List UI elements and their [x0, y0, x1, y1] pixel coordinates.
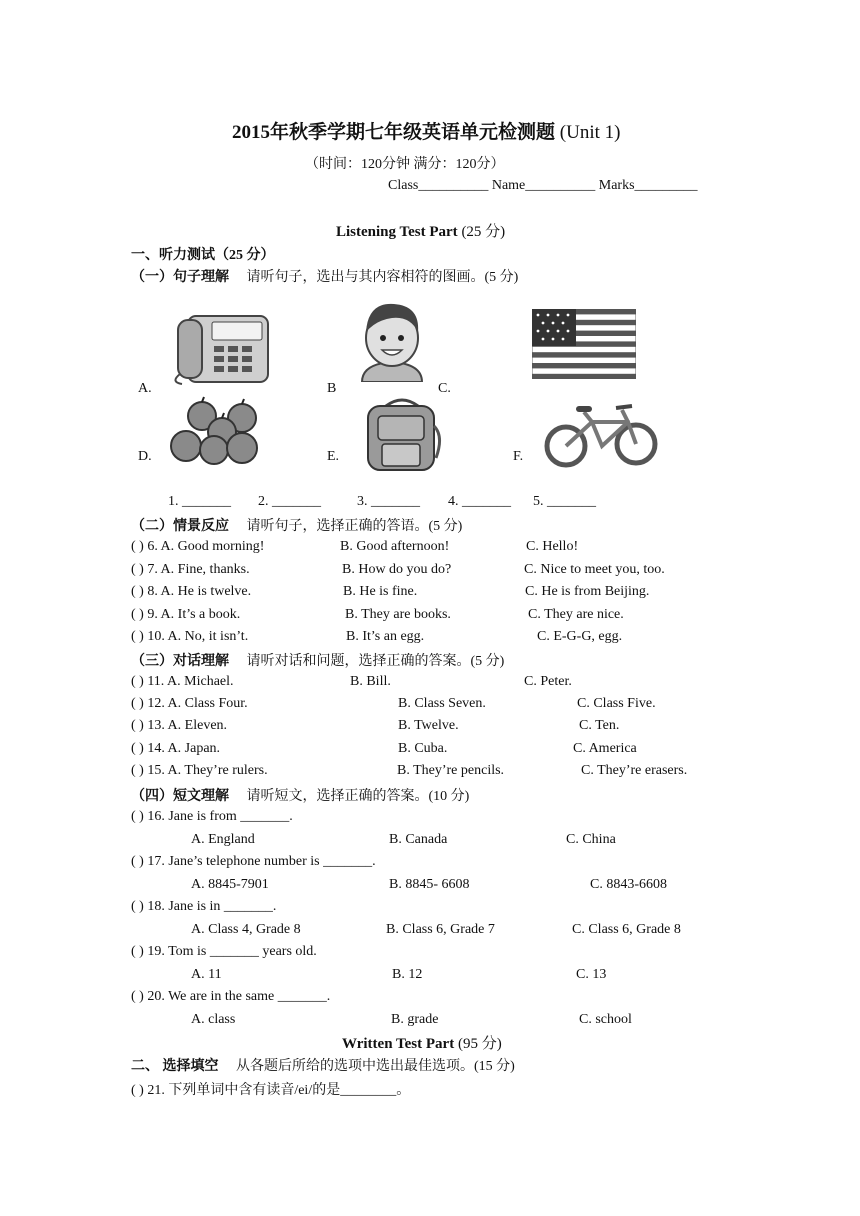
question-9[interactable]: ( ) 9. A. It’s a book. [131, 607, 241, 622]
part3-instruction: 请听对话和问题，选择正确的答案。(5 分) [246, 654, 505, 669]
question-14[interactable]: ( ) 14. A. Japan. [131, 741, 221, 756]
question-13-option-b: B. Twelve. [398, 718, 459, 733]
picture-label-b: B [327, 381, 337, 396]
question-11-option-c: C. Peter. [524, 674, 572, 689]
question-17-option-b: B. 8845- 6608 [389, 877, 470, 892]
question-11-option-b: B. Bill. [350, 674, 391, 689]
question-18-option-a: A. Class 4, Grade 8 [191, 922, 301, 937]
question-8-option-b: B. He is fine. [343, 584, 418, 599]
question-12[interactable]: ( ) 12. A. Class Four. [131, 696, 248, 711]
question-9-option-b: B. They are books. [345, 607, 451, 622]
written-heading [342, 1032, 502, 1053]
question-19-option-b: B. 12 [392, 967, 423, 982]
backpack-icon [360, 396, 444, 474]
question-8-option-c: C. He is from Beijing. [525, 584, 650, 599]
part2-heading [131, 515, 462, 535]
question-6-option-b: B. Good afternoon! [340, 539, 450, 554]
question-10-option-c: C. E-G-G, egg. [537, 629, 623, 644]
question-19-option-c: C. 13 [576, 967, 607, 982]
question-18-option-c: C. Class 6, Grade 8 [572, 922, 681, 937]
question-13-option-c: C. Ten. [579, 718, 620, 733]
question-13[interactable]: ( ) 13. A. Eleven. [131, 718, 228, 733]
question-7-option-b: B. How do you do? [342, 562, 452, 577]
title-main: 2015年秋季学期七年级英语单元检测题 [232, 122, 556, 143]
question-20[interactable]: ( ) 20. We are in the same _______. [131, 989, 331, 1004]
question-21[interactable]: ( ) 21. 下列单词中含有读音/ei/的是________。 [131, 1083, 411, 1098]
question-16-option-c: C. China [566, 832, 616, 847]
question-18[interactable]: ( ) 18. Jane is in _______. [131, 899, 277, 914]
us-flag-icon [532, 309, 636, 379]
section-2-heading [131, 1055, 515, 1075]
telephone-icon [168, 308, 274, 386]
listening-heading [336, 220, 505, 241]
question-16-option-a: A. England [191, 832, 255, 847]
question-17[interactable]: ( ) 17. Jane’s telephone number is _______. [131, 854, 376, 869]
question-20-option-c: C. school [579, 1012, 632, 1027]
question-12-option-b: B. Class Seven. [398, 696, 486, 711]
picture-label-f: F. [513, 449, 524, 464]
picture-label-e: E. [327, 449, 340, 464]
question-17-option-c: C. 8843-6608 [590, 877, 667, 892]
part2-title: （二）情景反应 [131, 519, 229, 534]
answer-blank-5[interactable]: 5. _______ [533, 494, 596, 509]
boy-icon [352, 298, 432, 382]
answer-blank-3[interactable]: 3. _______ [357, 494, 420, 509]
question-15-option-b: B. They’re pencils. [397, 763, 505, 778]
question-17-option-a: A. 8845-7901 [191, 877, 269, 892]
answer-blank-2[interactable]: 2. _______ [258, 494, 321, 509]
part4-instruction: 请听短文，选择正确的答案。(10 分) [246, 789, 470, 804]
written-heading-label: Written Test Part [342, 1036, 455, 1052]
question-6[interactable]: ( ) 6. A. Good morning! [131, 539, 265, 554]
question-15-option-c: C. They’re erasers. [581, 763, 688, 778]
part1-title: （一）句子理解 [131, 270, 229, 285]
page-title [232, 117, 620, 144]
bicycle-icon [544, 398, 660, 470]
question-8[interactable]: ( ) 8. A. He is twelve. [131, 584, 252, 599]
question-19-option-a: A. 11 [191, 967, 222, 982]
question-7[interactable]: ( ) 7. A. Fine, thanks. [131, 562, 250, 577]
part3-title: （三）对话理解 [131, 654, 229, 669]
picture-label-d: D. [138, 449, 152, 464]
question-10[interactable]: ( ) 10. A. No, it isn’t. [131, 629, 249, 644]
part4-title: （四）短文理解 [131, 789, 229, 804]
question-6-option-c: C. Hello! [526, 539, 579, 554]
answer-blank-1[interactable]: 1. _______ [168, 494, 231, 509]
picture-label-a: A. [138, 381, 152, 396]
question-20-option-a: A. class [191, 1012, 236, 1027]
question-14-option-b: B. Cuba. [398, 741, 448, 756]
student-fields: Class__________ Name__________ Marks_________ [388, 178, 698, 193]
question-10-option-b: B. It’s an egg. [346, 629, 425, 644]
title-unit: (Unit 1) [559, 122, 621, 143]
question-12-option-c: C. Class Five. [577, 696, 656, 711]
question-18-option-b: B. Class 6, Grade 7 [386, 922, 495, 937]
question-19[interactable]: ( ) 19. Tom is _______ years old. [131, 944, 317, 959]
question-7-option-c: C. Nice to meet you, too. [524, 562, 665, 577]
question-16-option-b: B. Canada [389, 832, 448, 847]
part2-instruction: 请听句子，选择正确的答语。(5 分) [246, 519, 463, 534]
exam-meta: （时间：120分钟 满分：120分） [305, 157, 505, 172]
apples-icon [168, 396, 260, 466]
written-heading-score: (95 分) [457, 1036, 502, 1052]
section-2-title: 二、 选择填空 [131, 1059, 219, 1074]
question-15[interactable]: ( ) 15. A. They’re rulers. [131, 763, 268, 778]
part1-heading [131, 266, 518, 286]
question-20-option-b: B. grade [391, 1012, 439, 1027]
part4-heading [131, 785, 469, 805]
question-11[interactable]: ( ) 11. A. Michael. [131, 674, 234, 689]
part1-instruction: 请听句子，选出与其内容相符的图画。(5 分) [246, 270, 519, 285]
section-2-instruction: 从各题后所给的选项中选出最佳选项。(15 分) [236, 1059, 515, 1074]
listening-heading-score: (25 分) [461, 224, 506, 240]
part3-heading [131, 650, 504, 670]
answer-blank-4[interactable]: 4. _______ [448, 494, 511, 509]
question-16[interactable]: ( ) 16. Jane is from _______. [131, 809, 293, 824]
listening-heading-label: Listening Test Part [336, 224, 458, 240]
picture-label-c: C. [438, 381, 451, 396]
question-9-option-c: C. They are nice. [528, 607, 624, 622]
question-14-option-c: C. America [573, 741, 637, 756]
section-1-title: 一、听力测试（25 分） [131, 248, 275, 263]
